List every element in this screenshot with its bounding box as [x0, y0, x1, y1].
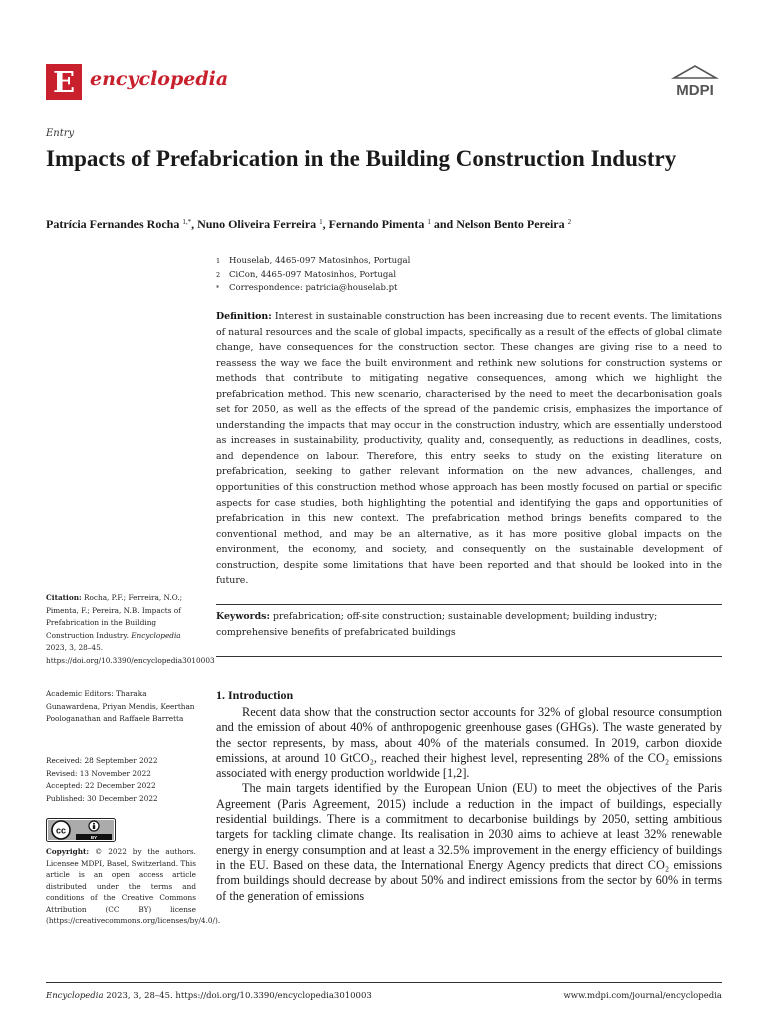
- author-name[interactable]: Patrícia Fernandes Rocha: [46, 217, 183, 231]
- author-name[interactable]: Nelson Bento Pereira: [456, 217, 568, 231]
- section-heading: 1. Introduction: [216, 688, 294, 702]
- publisher-logo-text: MDPI: [676, 82, 714, 99]
- body-paragraph: Recent data show that the construction sector accounts for 32% of global resource consumption and the emission of about 40% of anthropogenic greenhouse gases (GHGs). The waste generated by the sector represents, by mass, about 40% of the materials consumed. In 2019, carbon dioxide emissions, at around 10 GtCO₂, reached their highest level, representing 28% of the CO₂ emissions associated with energy production worldwide [1,2].: [216, 705, 722, 781]
- editors-label: Academic Editors:: [46, 689, 114, 698]
- affiliation-text: Houselab, 4465-097 Matosinhos, Portugal: [229, 256, 411, 266]
- affiliation-text: CiCon, 4465-097 Matosinhos, Portugal: [229, 269, 397, 280]
- affiliation-mark: *: [216, 284, 220, 292]
- journal-name: encyclopedia: [90, 68, 229, 90]
- footer-journal: Encyclopedia: [46, 991, 104, 1001]
- affiliation-mark: 1: [216, 257, 221, 265]
- article-type: Entry: [46, 128, 75, 139]
- author-list: [46, 217, 726, 232]
- divider: [216, 604, 722, 605]
- author-separator: ,: [322, 217, 329, 231]
- author-name[interactable]: Nuno Oliveira Ferreira: [197, 217, 320, 231]
- dates-block: [46, 755, 196, 805]
- affiliation-item: [216, 255, 410, 269]
- cc-by-icon[interactable]: [46, 818, 116, 842]
- article-title: Impacts of Prefabrication in the Building Construction Industry: [46, 146, 677, 171]
- affiliation-mark: 2: [216, 270, 221, 279]
- introduction-body: [216, 705, 722, 904]
- body-paragraph: The main targets identified by the European Union (EU) to meet the objectives of the Paris Agreement (Paris Agreement, 2015) include a reduction in the impact of buildings, especially residential buildings. There is a commitment to decarbonise buildings by 2050, setting ambitious targets for tackling climate change. Its realisation in 2030 aims to achieve at least 32% renewable energy in energy consumption and at least a 32.5% improvement in the energy efficiency of buildings in the EU. Based on these data, the International Energy Agency predicts that direct CO₂ emissions from buildings should decrease by about 50% and indirect emissions from the sector by 60% in terms of the generation of emissions: [216, 781, 722, 903]
- author-affiliation-mark: 1,*: [182, 218, 192, 226]
- published-date: Published: 30 December 2022: [46, 793, 158, 803]
- citation-label: Citation:: [46, 593, 82, 602]
- author-affiliation-mark: 2: [567, 218, 572, 226]
- keywords-text: prefabrication; off-site construction; sustainable development; building industry; comprehensive benefits of prefabricated buildings: [216, 611, 658, 638]
- affiliation-item: [216, 269, 410, 283]
- author-name[interactable]: Fernando Pimenta: [328, 217, 428, 231]
- affiliation-item: [216, 282, 410, 296]
- affiliation-text: Correspondence: patricia@houselab.pt: [229, 283, 398, 293]
- definition-label: Definition:: [216, 311, 272, 322]
- footer-citation: [46, 991, 372, 1001]
- author-separator: ,: [191, 217, 198, 231]
- editors-text: Tharaka Gunawardena, Priyan Mendis, Keerthan Poologanathan and Raffaele Barretta: [46, 689, 195, 724]
- footer-url[interactable]: www.mdpi.com/journal/encyclopedia: [563, 991, 722, 1001]
- footer-citation-text: 2023, 3, 28–45. https://doi.org/10.3390/encyclopedia3010003: [106, 991, 372, 1001]
- accepted-date: Accepted: 22 December 2022: [46, 781, 156, 791]
- copyright-block: [46, 846, 221, 927]
- svg-text:cc: cc: [55, 825, 67, 836]
- svg-text:BY: BY: [90, 835, 98, 840]
- citation-tail: 2023, 3, 28–45. https://doi.org/10.3390/encyclopedia3010003: [46, 643, 215, 665]
- definition-text: Interest in sustainable construction has been increasing due to recent events. The limitations of natural resources and the scale of global impacts, specifically as a result of the effects of global climate change, have consequences for the construction sector. These changes are giving rise to a need to reassess the way we face the built environment and rethink new solutions for construction systems or methods that contribute to mitigating negative consequences, among which we highlight the prefabrication method. This new scenario, characterised by the need to meet the decarbonisation goals set for 2050, as well as the effects of the spread of the pandemic crisis, emphasizes the importance of understanding the impacts that may occur in the construction industry, which are essentially understood as increases in sustainability, productivity, quality and, consequently, as reductions in deadlines, costs, and dependence on labour. Therefore, this entry seeks to study on the existing literature on prefabrication, seeking to gather relevant information on the new advances, challenges, and opportunities of this construction method whose approach has been mostly focused on partial or specific aspects for case studies, both highlighting the potential and identifying the gaps and opportunities of prefabrication in this new context. The prefabrication method brings benefits compared to the conventional method, and may be an alternative, as it has more positive global impacts on the environment, the economy, and society, and consequently on the sustainable development of construction, despite some limitations that have been reported and that should be looked into in the future.: [216, 311, 722, 587]
- footer-divider: [46, 982, 722, 983]
- keywords-label: Keywords:: [216, 611, 270, 622]
- author-separator: and: [430, 217, 457, 231]
- author-affiliation-mark: 1: [319, 218, 323, 226]
- mdpi-logo-icon: [668, 64, 722, 100]
- received-date: Received: 28 September 2022: [46, 756, 158, 765]
- citation-journal: Encyclopedia: [131, 630, 181, 640]
- definition-paragraph: [216, 309, 722, 589]
- editors-block: [46, 688, 196, 726]
- affiliations: [216, 255, 410, 296]
- citation-text: Rocha, P.F.; Ferreira, N.O.; Pimenta, F.; Pereira, N.B. Impacts of Prefabrication in the Building Construction Industry.: [46, 593, 183, 640]
- journal-logo-icon: [46, 64, 82, 100]
- divider: [216, 656, 722, 657]
- logo-letter: E: [52, 64, 76, 99]
- citation-block: [46, 592, 215, 668]
- keywords: [216, 609, 722, 640]
- revised-date: Revised: 13 November 2022: [46, 768, 151, 778]
- copyright-label: Copyright:: [46, 847, 90, 856]
- author-affiliation-mark: 1: [427, 218, 431, 226]
- copyright-text: © 2022 by the authors. Licensee MDPI, Basel, Switzerland. This article is an open access article distributed under the terms and conditions of the Creative Commons Attribution (CC BY) license (https://creativecommons.org/licenses/by/4.0/).: [46, 847, 221, 925]
